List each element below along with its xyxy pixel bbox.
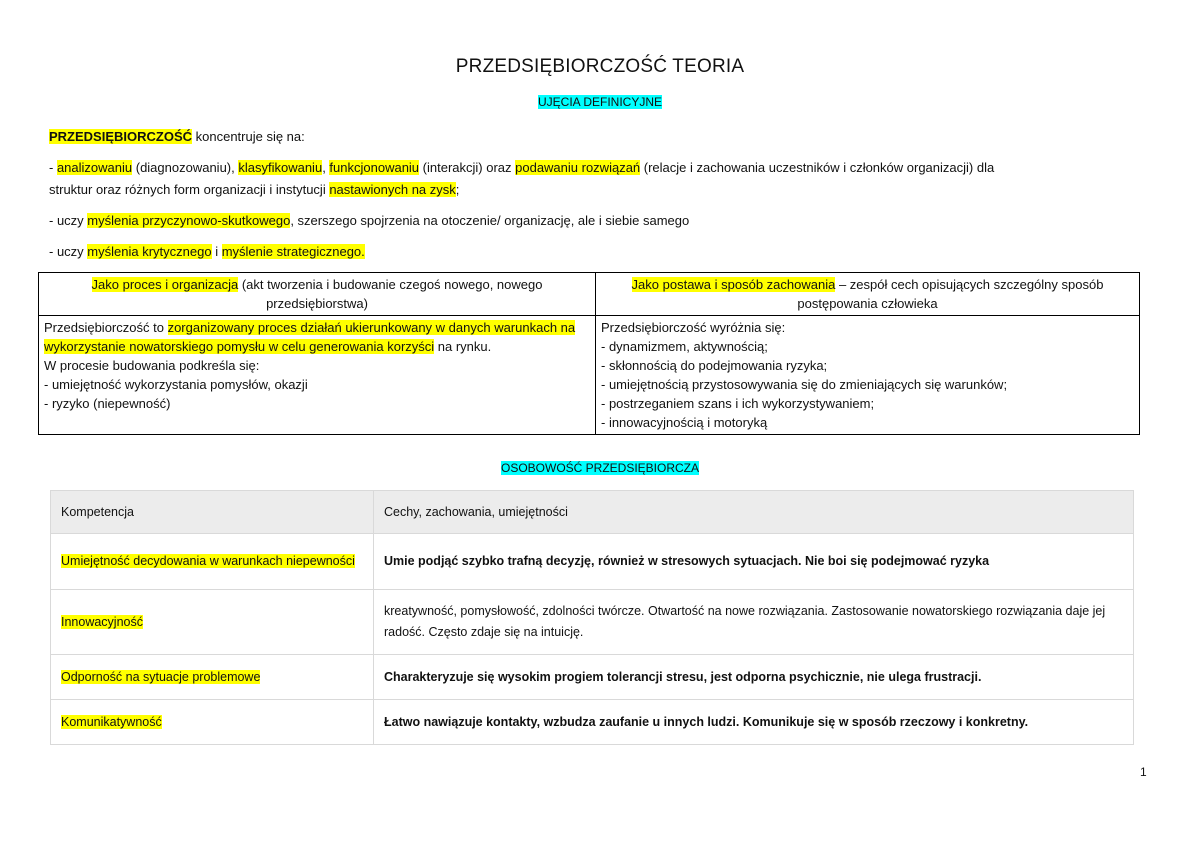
attitude-line: - skłonnością do podejmowania ryzyka;	[601, 358, 828, 373]
table-row	[51, 590, 1134, 655]
bullet-cause-effect: - uczy myślenia przyczynowo-skutkowego, szerszego spojrzenia na otoczenie/ organizację, ale i siebie samego	[49, 213, 690, 228]
competence-cell: Odporność na sytuacje problemowe	[51, 655, 374, 700]
page-number: 1	[1140, 765, 1147, 779]
traits-cell: kreatywność, pomysłowość, zdolności twórcze. Otwartość na nowe rozwiązania. Zastosowanie nowatorskiego rozwiązania daje jej radość. Często zdaje się na intuicję.	[374, 590, 1134, 655]
page-title: PRZEDSIĘBIORCZOŚĆ TEORIA	[455, 56, 745, 77]
table-row	[51, 700, 1134, 745]
intro-line: PRZEDSIĘBIORCZOŚĆ koncentruje się na:	[49, 129, 305, 144]
definitions-table	[38, 272, 1140, 435]
attitude-line: - innowacyjnością i motoryką	[601, 415, 768, 430]
table-row	[51, 655, 1134, 700]
traits-cell: Charakteryzuje się wysokim progiem tolerancji stresu, jest odporna psychicznie, nie ulega frustracji.	[374, 655, 1134, 700]
competence-cell: Innowacyjność	[51, 590, 374, 655]
header-traits: Cechy, zachowania, umiejętności	[374, 491, 1134, 534]
bullet-analysis-line2: struktur oraz różnych form organizacji i instytucji nastawionych na zysk;	[49, 182, 460, 197]
attitude-line: - dynamizmem, aktywnością;	[601, 339, 768, 354]
bullet-analysis-line1: - analizowaniu (diagnozowaniu), klasyfikowaniu, funkcjonowaniu (interakcji) oraz podawaniu rozwiązań (relacje i zachowania uczestników i członków organizacji) dla	[49, 160, 995, 175]
process-body-cell: Przedsiębiorczość to zorganizowany proces działań ukierunkowany w danych warunkach na wykorzystanie nowatorskiego pomysłu w celu generowania korzyści na rynku. W procesie budowania podkreśla się: - umiejętność wykorzystania pomysłów, okazji - ryzyko (niepewność)	[39, 316, 596, 435]
competence-cell: Komunikatywność	[51, 700, 374, 745]
attitude-line: - postrzeganiem szans i ich wykorzystywaniem;	[601, 396, 875, 411]
attitude-header-cell: Jako postawa i sposób zachowania – zespół cech opisujących szczególny sposób postępowania człowieka	[596, 273, 1140, 316]
process-line: W procesie budowania podkreśla się:	[44, 358, 260, 373]
section-heading-definitions: UJĘCIA DEFINICYJNE	[537, 95, 663, 109]
header-competence: Kompetencja	[51, 491, 374, 534]
section-heading-personality: OSOBOWOŚĆ PRZEDSIĘBIORCZA	[500, 461, 700, 475]
process-line: - umiejętność wykorzystania pomysłów, okazji	[44, 377, 308, 392]
attitude-body-cell	[596, 316, 1140, 435]
traits-cell: Umie podjąć szybko trafną decyzję, również w stresowych sytuacjach. Nie boi się podejmować ryzyka	[374, 534, 1134, 590]
table-row	[51, 534, 1134, 590]
process-line: - ryzyko (niepewność)	[44, 396, 171, 411]
bullet-critical-thinking: - uczy myślenia krytycznego i myślenie strategicznego.	[49, 244, 365, 259]
attitude-line: Przedsiębiorczość wyróżnia się:	[601, 320, 786, 335]
competence-cell: Umiejętność decydowania w warunkach niepewności	[51, 534, 374, 590]
attitude-line: - umiejętnością przystosowywania się do zmieniających się warunków;	[601, 377, 1008, 392]
competence-table	[50, 490, 1134, 745]
process-header-cell: Jako proces i organizacja (akt tworzenia i budowanie czegoś nowego, nowego przedsiębiorstwa)	[39, 273, 596, 316]
traits-cell: Łatwo nawiązuje kontakty, wzbudza zaufanie u innych ludzi. Komunikuje się w sposób rzeczowy i konkretny.	[374, 700, 1134, 745]
